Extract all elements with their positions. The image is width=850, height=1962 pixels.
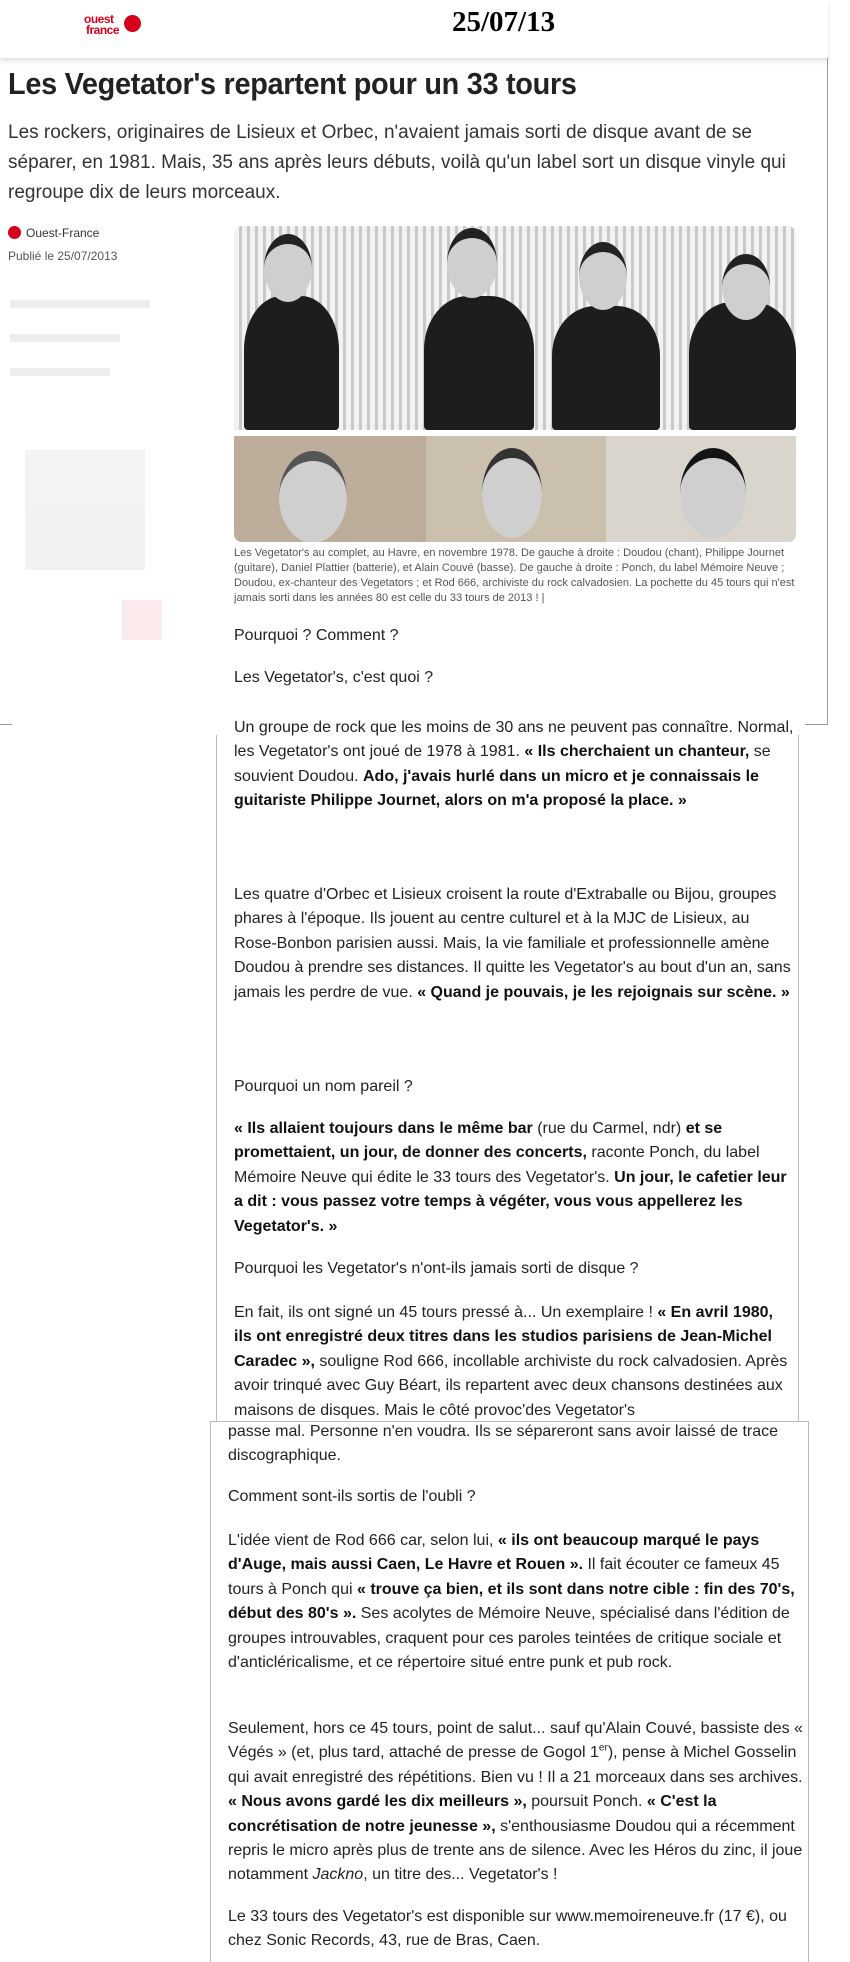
clipping-frame-edge <box>0 724 12 725</box>
paragraph: L'idée vient de Rod 666 car, selon lui, « ils ont beaucoup marqué le pays d'Auge, mais aussi Caen, Le Havre et Rouen ». Il fait écouter ce fameux 45 tours à Ponch qui « trouve ça bien, et ils sont dans notre cible : fin des 70's, début des 80's ». Ses acolytes de Mémoire Neuve, spécialisé dans l'édition de groupes introuvables, craquent pour ces paroles teintées de critique sociale et d'anticléricalisme, et ce répertoire situé entre punk et pub rock. <box>228 1532 795 1672</box>
article-headline: Les Vegetator's repartent pour un 33 tours <box>8 66 577 101</box>
question-heading: Les Vegetator's, c'est quoi ? <box>234 669 434 686</box>
question-heading: Pourquoi les Vegetator's n'ont-ils jamais sorti de disque ? <box>234 1260 639 1277</box>
section-intro: Pourquoi ? Comment ? <box>234 627 399 644</box>
clipping-frame-edge <box>805 724 828 725</box>
publication-date: Publié le 25/07/2013 <box>8 249 118 263</box>
logo-mark-icon <box>124 15 141 32</box>
clipping-date: 25/07/13 <box>452 6 556 38</box>
paragraph: Seulement, hors ce 45 tours, point de salut... sauf qu'Alain Couvé, bassiste des « Végés » (et, plus tard, attaché de presse de Gogol 1er), pense à Michel Gosselin qui avait enregistré des répétitions. Bien vu ! Il a 21 morceaux dans ses archives. « Nous avons gardé les dix meilleurs », poursuit Ponch. « C'est la concrétisation de notre jeunesse », s'enthousiasme Doudou qui a récemment repris le micro après plus de trente ans de silence. Avec les Héros du zinc, il joue notamment Jackno, un titre des... Vegetator's ! <box>228 1720 803 1884</box>
paragraph: En fait, ils ont signé un 45 tours pressé à... Un exemplaire ! « En avril 1980, ils ont enregistré deux titres dans les studios parisiens de Jean-Michel Caradec », souligne Rod 666, incollable archiviste du rock calvadosien. Après avoir trinqué avec Guy Béart, ils repartent avec deux chansons destinées aux maisons de disques. Mais le côté provoc'des Vegetator's <box>234 1304 788 1419</box>
article-lead: Les rockers, originaires de Lisieux et Orbec, n'avaient jamais sorti de disque avant de se séparer, en 1981. Mais, 35 ans après leurs débuts, voilà qu'un label sort un disque vinyle qui regroupe dix de leurs morceaux. <box>8 122 786 203</box>
paragraph-availability: Le 33 tours des Vegetator's est disponible sur www.memoireneuve.fr (17 €), ou chez Sonic Records, 43, rue de Bras, Caen. <box>228 1908 787 1950</box>
question-heading: Comment sont-ils sortis de l'oubli ? <box>228 1488 476 1505</box>
site-header <box>0 0 828 58</box>
paragraph: Un groupe de rock que les moins de 30 ans ne peuvent pas connaître. Normal, les Vegetator's ont joué de 1978 à 1981. « Ils cherchaient un chanteur, se souvient Doudou. Ado, j'avais hurlé dans un micro et je connaissais le guitariste Philippe Journet, alors on m'a proposé la place. » <box>234 719 794 810</box>
paragraph: Les quatre d'Orbec et Lisieux croisent la route d'Extraballe ou Bijou, groupes phares à l'époque. Ils jouent au centre culturel et à la MJC de Lisieux, au Rose-Bonbon parisien aussi. Mais, la vie familiale et professionnelle amène Doudou à prendre ses distances. Il quitte les Vegetator's au bout d'un an, sans jamais les perdre de vue. « Quand je pouvais, je les rejoignais sur scène. » <box>234 886 791 1001</box>
faded-sidebar <box>10 300 160 402</box>
article-photo <box>234 226 796 542</box>
question-heading: Pourquoi un nom pareil ? <box>234 1078 413 1095</box>
paragraph: passe mal. Personne n'en voudra. Ils se sépareront sans avoir laissé de trace discographique. <box>228 1423 779 1465</box>
paragraph: « Ils allaient toujours dans le même bar (rue du Carmel, ndr) et se promettaient, un jour, de donner des concerts, raconte Ponch, du label Mémoire Neuve qui édite le 33 tours des Vegetator's. Un jour, le cafetier leur a dit : vous passez votre temps à végéter, vous vous appellerez les Vegetator's. » <box>234 1120 787 1235</box>
ouest-france-logo[interactable]: ouest france <box>82 12 148 34</box>
photo-caption: Les Vegetator's au complet, au Havre, en novembre 1978. De gauche à droite : Doudou (chant), Philippe Journet (guitare), Daniel Plattier (batterie), et Alain Couvé (basse). De gauche à droite : Ponch, du label Mémoire Neuve ; Doudou, ex-chanteur des Vegetators ; et Rod 666, archiviste du rock calvadosien. La pochette du 45 tours qui n'est jamais sorti dans les années 80 est celle du 33 tours de 2013 ! | <box>234 547 795 604</box>
article-source[interactable]: Ouest-France <box>8 226 99 240</box>
ouest-france-icon <box>8 226 21 239</box>
